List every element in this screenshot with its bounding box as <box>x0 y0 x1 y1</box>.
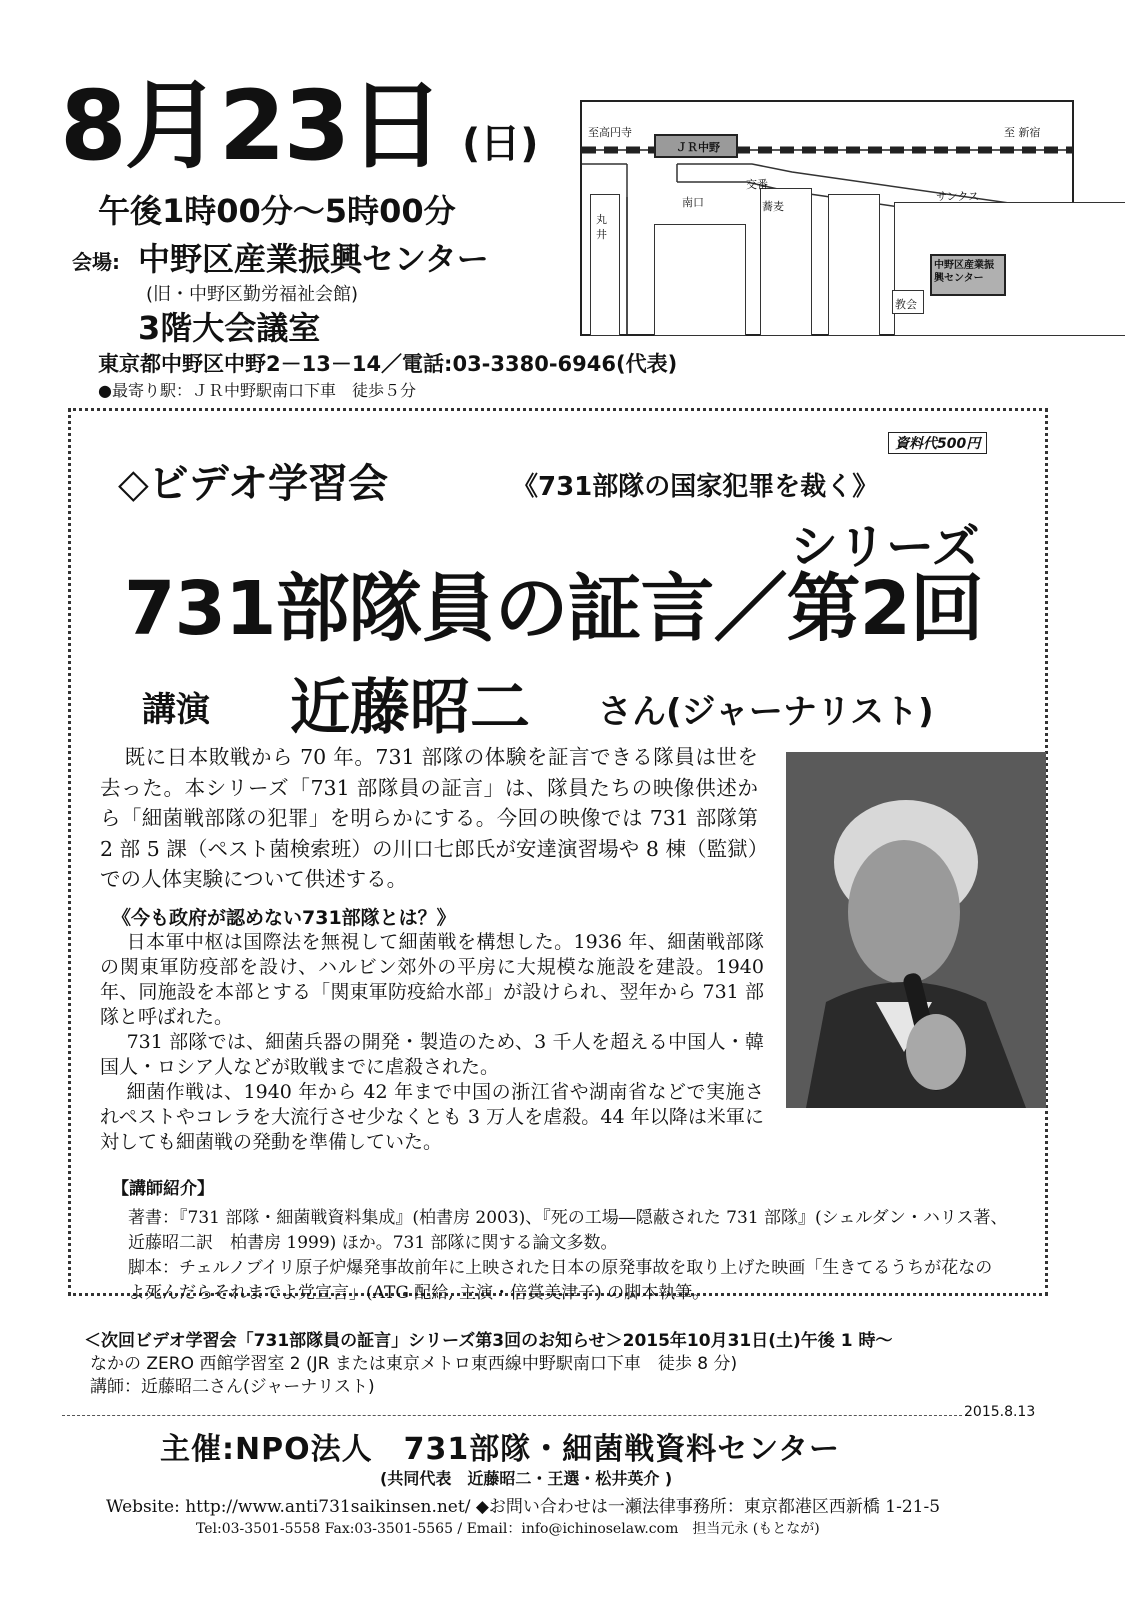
map-block-d <box>894 202 1125 336</box>
main-title: 731部隊員の証言／第2回 <box>124 566 983 652</box>
next-session-speaker: 講師：近藤昭二さん(ジャーナリスト) <box>90 1377 375 1397</box>
speaker-photo <box>786 752 1046 1108</box>
section-heading: 《今も政府が認めない731部隊とは？》 <box>112 907 456 929</box>
next-session-venue: なかの ZERO 西館学習室 2 (JR または東京メトロ東西線中野駅南口下車 徒歩 8 分) <box>90 1354 738 1374</box>
map-label-church: 教会 <box>895 298 917 311</box>
map-block-c <box>828 194 880 336</box>
event-date: 8月23日 <box>60 70 443 182</box>
profile-heading: 【講師紹介】 <box>112 1179 214 1199</box>
map-label-to-shinjuku: 至 新宿 <box>1004 126 1041 139</box>
section-paragraph: 細菌作戦は、1940 年から 42 年まで中国の浙江省や湖南省などで実施されペストやコレラを大流行させ少なくとも 3 万人を虐殺。44 年以降は米軍に対しても細菌戦の発動を準備していた。 <box>100 1081 764 1153</box>
lecture-label: 講演 <box>142 690 210 730</box>
map-block-a <box>654 224 746 336</box>
map-label-station: ＪＲ中野 <box>676 141 720 154</box>
venue-room: 3階大会議室 <box>138 309 321 347</box>
map-label-center: 中野区産業振興センター <box>934 260 994 284</box>
issue-date: 2015.8.13 <box>964 1404 1036 1420</box>
nearest-station: ●最寄り駅：ＪＲ中野駅南口下車 徒歩５分 <box>98 381 416 400</box>
profile-script: 脚本：チェルノブイリ原子炉爆発事故前年に上映された日本の原発事故を取り上げた映画「生きてるうちが花なのよ死んだらそれまでよ党宣言」(ATG 配給, 主演・倍賞美津子) の脚本執筆。 <box>128 1258 993 1303</box>
next-session-title: ＜次回ビデオ学習会「731部隊員の証言」シリーズ第3回のお知らせ＞2015年10月31日(土)午後 1 時～ <box>84 1331 893 1351</box>
map-label-to-koenji: 至高円寺 <box>588 126 632 139</box>
map-center-block <box>930 254 1006 296</box>
map-station-block <box>654 134 738 158</box>
map-label-sunkus: サンクス <box>936 190 980 203</box>
venue-address: 東京都中野区中野2－13－14／電話:03-3380-6946(代表) <box>98 352 678 376</box>
profile-body <box>128 1206 1008 1306</box>
access-map <box>580 100 1074 336</box>
section-paragraph: 日本軍中枢は国際法を無視して細菌戦を構想した。1936 年、細菌戦部隊の関東軍防疫部を設け、ハルビン郊外の平房に大規模な施設を建設。1940 年、同施設を本部とする「関東軍防疫給水部」が設けられ、翌年から 731 部隊と呼ばれた。 <box>100 931 764 1028</box>
speaker-title: さん(ジャーナリスト) <box>598 692 934 732</box>
contact-info: Tel:03-3501-5558 Fax:03-3501-5565 / Email：info@ichinoselaw.com 担当元永 (もとなが) <box>196 1521 820 1537</box>
map-label-police-box: 交番 <box>746 178 768 191</box>
venue-label: 会場: <box>72 250 120 274</box>
series-label: シリーズ <box>790 519 980 575</box>
intro-paragraph: 既に日本敗戦から 70 年。731 部隊の体験を証言できる隊員は世を去った。本シリーズ「731 部隊員の証言」は、隊員たちの映像供述から「細菌戦部隊の犯罪」を明らかにする。今回の映像では 731 部隊第 2 部 5 課（ペスト菌検索班）の川口七郎氏が安達演習場や 8 棟（監獄）での人体実験について供述する。 <box>100 745 758 891</box>
venue-former-name: (旧・中野区勤労福祉会館) <box>146 284 359 305</box>
profile-books: 著書：『731 部隊・細菌戦資料集成』(柏書房 2003)、『死の工場―隠蔽された 731 部隊』(シェルダン・ハリス著、近藤昭二訳 柏書房 1999) ほか。731 部隊に関する論文多数。 <box>128 1208 1008 1253</box>
fee-badge: 資料代500円 <box>888 432 987 454</box>
event-time: 午後1時00分～5時00分 <box>98 192 456 230</box>
organizer: 主催:NPO法人 731部隊・細菌戦資料センター <box>160 1432 841 1467</box>
co-representatives: (共同代表 近藤昭二・王選・松井英介 ) <box>380 1469 673 1488</box>
section-paragraph: 731 部隊では、細菌兵器の開発・製造のため、3 千人を超える中国人・韓国人・ロシア人などが敗戦までに虐殺された。 <box>100 1031 764 1078</box>
event-day-of-week: (日) <box>462 121 539 167</box>
map-label-soba: 蕎麦 <box>762 200 784 213</box>
section-body <box>100 930 764 1155</box>
website-and-inquiry: Website: http://www.anti731saikinsen.net/ ◆お問い合わせは一瀬法律事務所：東京都港区西新橋 1-21-5 <box>106 1497 941 1517</box>
video-study-subtitle: 《731部隊の国家犯罪を裁く》 <box>512 472 879 502</box>
map-label-marui: 丸井 <box>596 213 607 241</box>
speaker-photo-illustration <box>786 752 1046 1108</box>
venue-name: 中野区産業振興センター <box>138 240 489 278</box>
video-study-title: ◇ビデオ学習会 <box>118 461 388 507</box>
map-church-block <box>892 290 924 314</box>
next-session-info <box>84 1330 1074 1399</box>
map-label-south-exit: 南口 <box>682 196 704 209</box>
divider <box>62 1415 962 1416</box>
speaker-name: 近藤昭二 <box>290 673 530 743</box>
